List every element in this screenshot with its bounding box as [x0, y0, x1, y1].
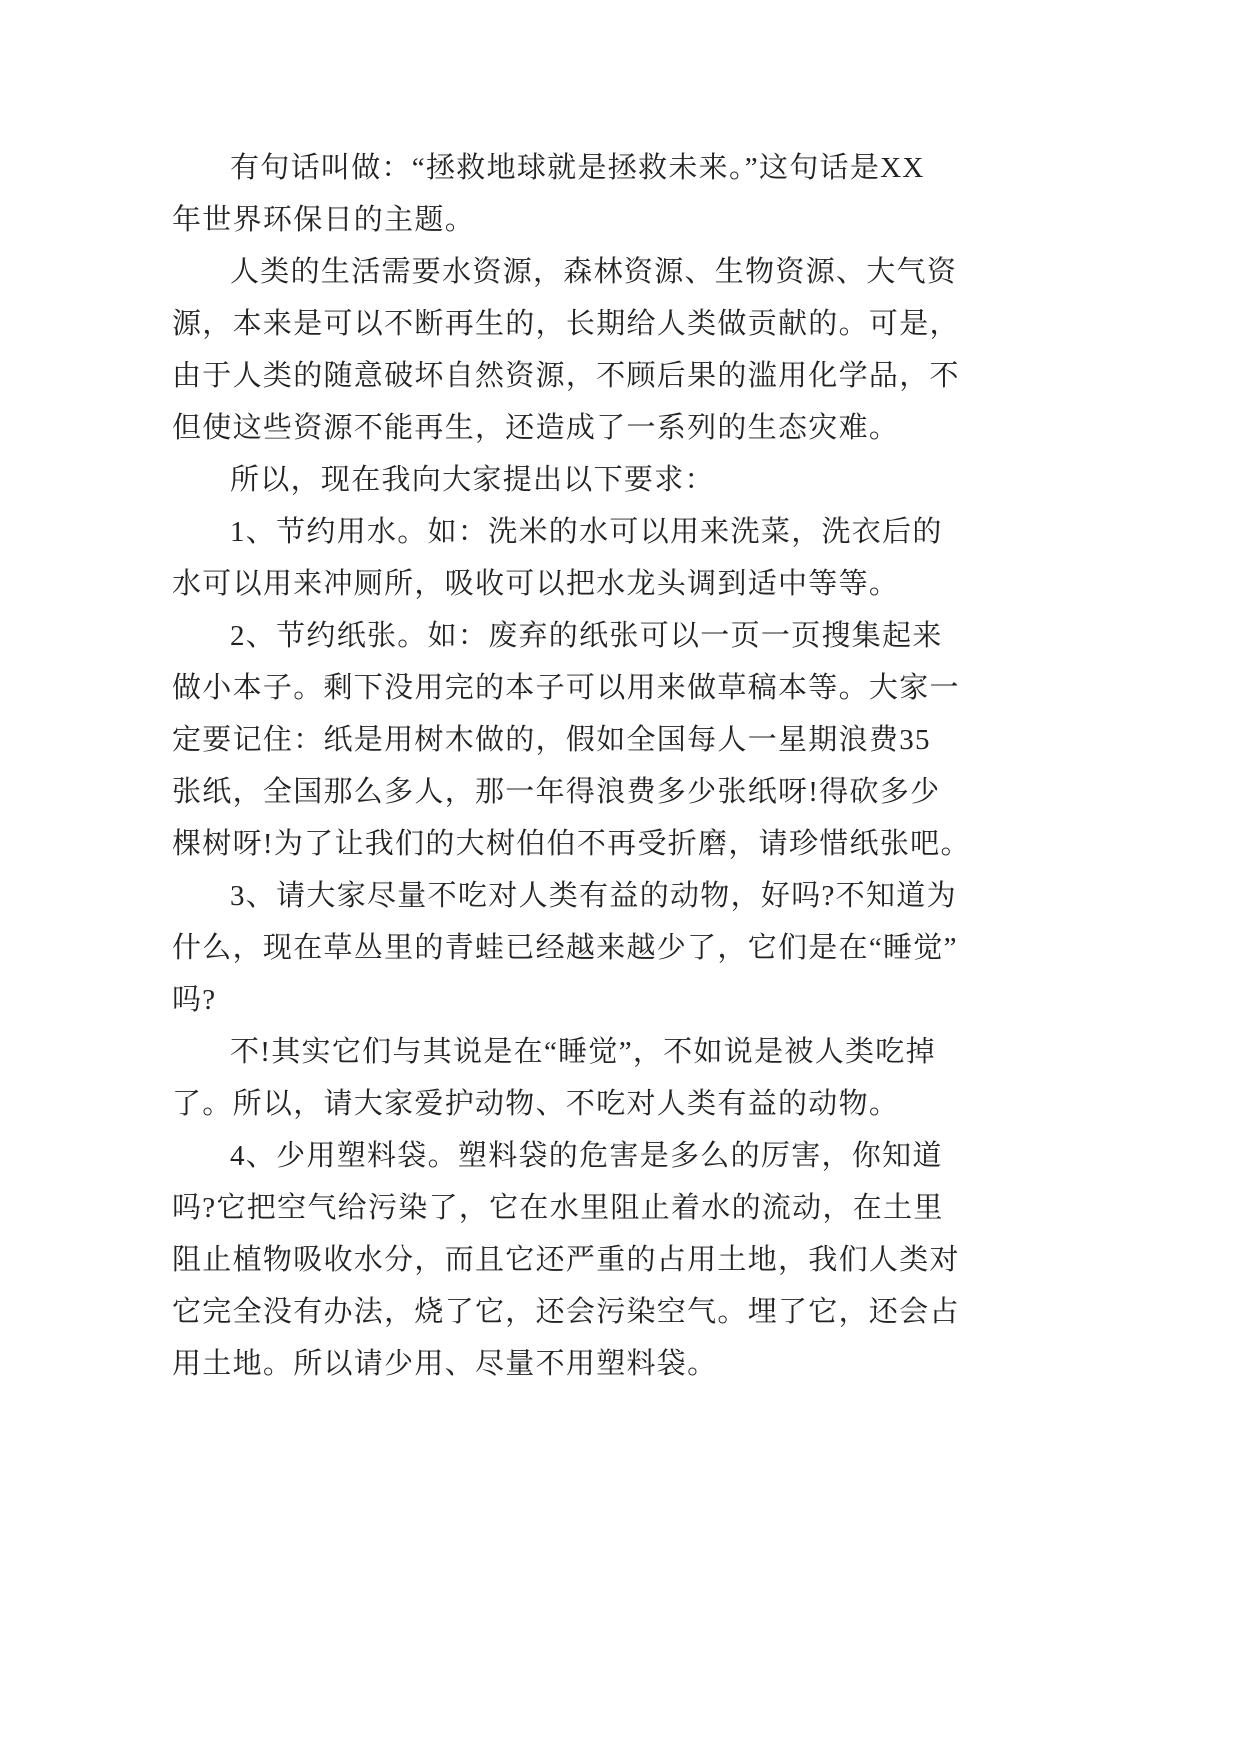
text-line: 4、少用塑料袋。塑料袋的危害是多么的厉害，你知道	[230, 1140, 943, 1172]
text-line: 不!其实它们与其说是在“睡觉”，不如说是被人类吃掉	[230, 1036, 936, 1068]
text-line: 1、节约用水。如：洗米的水可以用来洗菜，洗衣后的	[230, 516, 943, 548]
text-line: 所以，现在我向大家提出以下要求：	[230, 464, 715, 496]
document-body	[172, 142, 1012, 1390]
text-line: 由于人类的随意破坏自然资源，不顾后果的滥用化学品，不	[172, 360, 960, 392]
text-line: 源，本来是可以不断再生的，长期给人类做贡献的。可是，	[172, 308, 960, 340]
text-line: 年世界环保日的主题。	[172, 204, 476, 236]
text-line: 用土地。所以请少用、尽量不用塑料袋。	[172, 1348, 718, 1380]
text-line: 棵树呀!为了让我们的大树伯伯不再受折磨，请珍惜纸张吧。	[172, 828, 971, 860]
text-line: 人类的生活需要水资源，森林资源、生物资源、大气资	[230, 256, 958, 288]
text-line: 张纸，全国那么多人，那一年得浪费多少张纸呀!得砍多少	[172, 776, 941, 808]
paragraph-intro	[172, 142, 1012, 246]
text-line: 定要记住：纸是用树木做的，假如全国每人一星期浪费35	[172, 724, 931, 756]
text-line: 了。所以，请大家爱护动物、不吃对人类有益的动物。	[172, 1088, 900, 1120]
text-line: 但使这些资源不能再生，还造成了一系列的生态灾难。	[172, 412, 900, 444]
paragraph-frogs	[172, 1026, 1012, 1130]
text-line: 做小本子。剩下没用完的本子可以用来做草稿本等。大家一	[172, 672, 960, 704]
paragraph-resources	[172, 246, 1012, 454]
paragraph-save-paper	[172, 610, 1012, 870]
paragraph-requests-intro	[172, 454, 1012, 506]
text-line: 吗?	[172, 984, 217, 1016]
paragraph-protect-animals	[172, 870, 1012, 1026]
text-line: 它完全没有办法，烧了它，还会污染空气。埋了它，还会占	[172, 1296, 960, 1328]
text-line: 阻止植物吸收水分，而且它还严重的占用土地，我们人类对	[172, 1244, 960, 1276]
text-line: 吗?它把空气给污染了，它在水里阻止着水的流动，在土里	[172, 1192, 944, 1224]
paragraph-save-water	[172, 506, 1012, 610]
paragraph-plastic-bags	[172, 1130, 1012, 1390]
text-line: 什么，现在草丛里的青蛙已经越来越少了，它们是在“睡觉”	[172, 932, 958, 964]
text-line: 3、请大家尽量不吃对人类有益的动物，好吗?不知道为	[230, 880, 957, 912]
text-line: 有句话叫做：“拯救地球就是拯救未来。”这句话是XX	[230, 152, 925, 184]
text-line: 水可以用来冲厕所，吸收可以把水龙头调到适中等等。	[172, 568, 900, 600]
text-line: 2、节约纸张。如：废弃的纸张可以一页一页搜集起来	[230, 620, 943, 652]
